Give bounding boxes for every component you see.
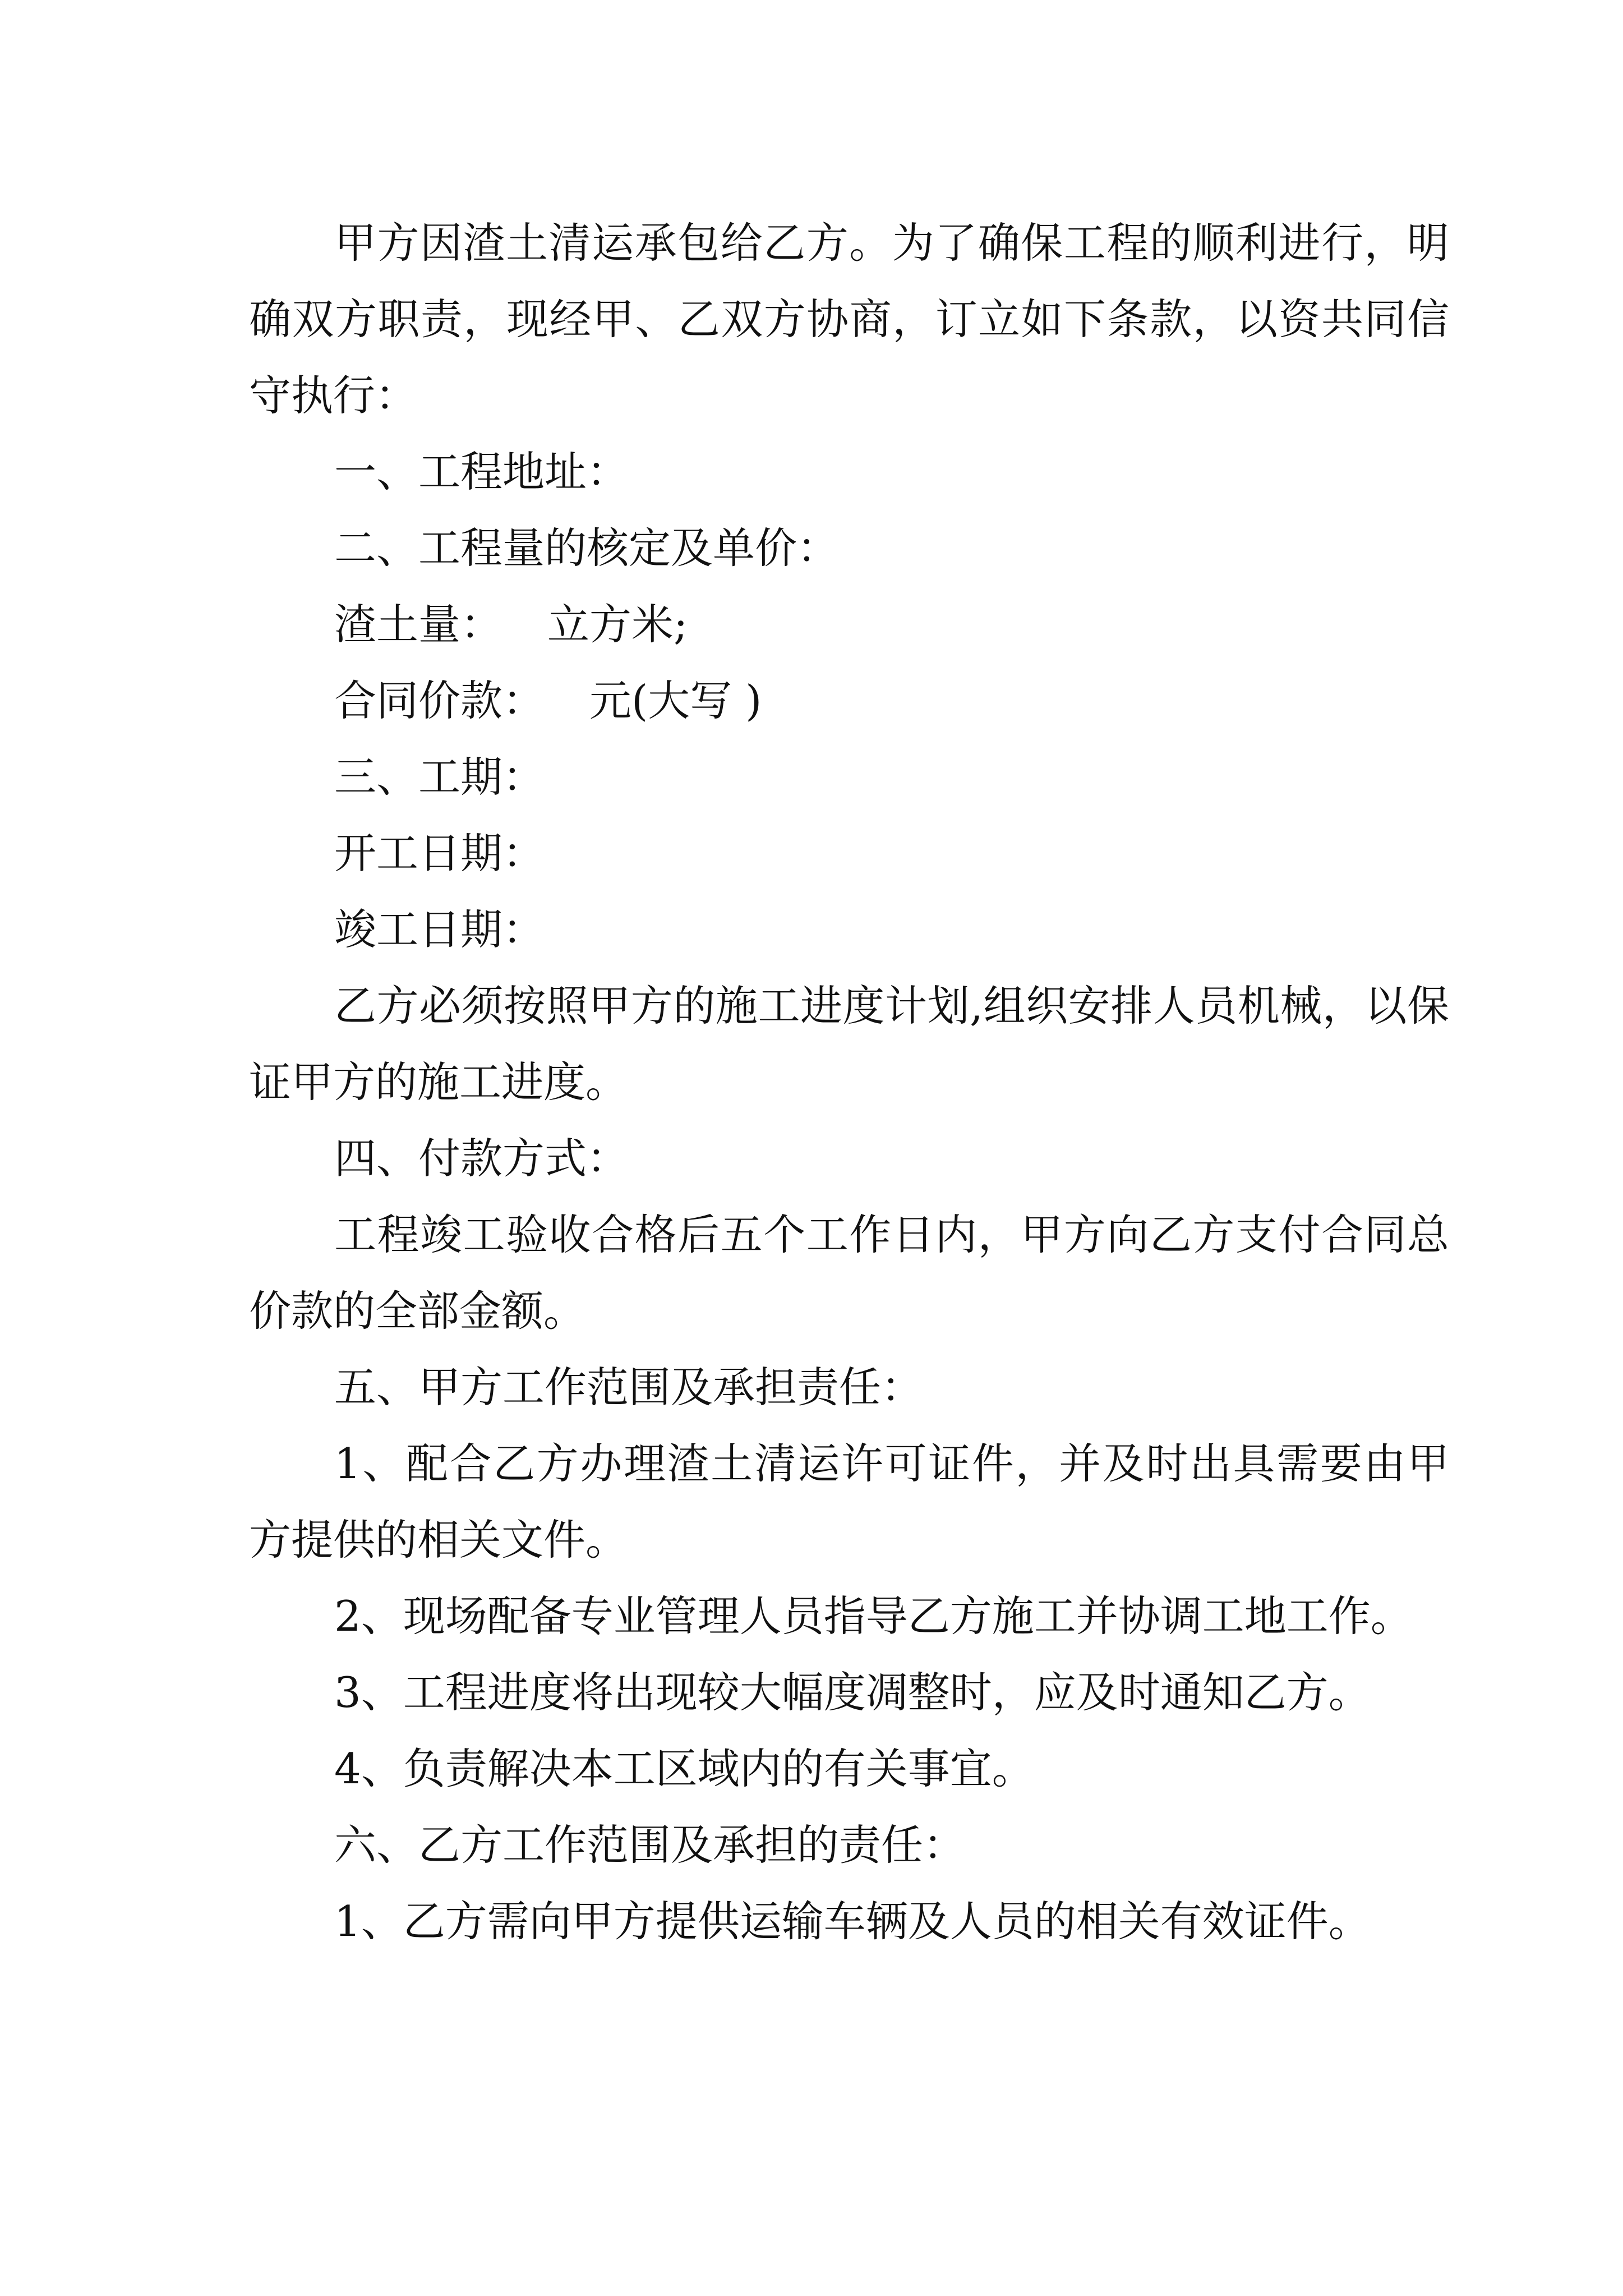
field-completion-date: 竣工日期： (334, 905, 545, 954)
field-contract-price (249, 662, 1449, 739)
heading-party-b: 六、乙方工作范围及承担的责任： (334, 1820, 966, 1870)
paragraph-payment: 工程竣工验收合格后五个工作日内，甲方向乙方支付合同总价款的全部金额。 (249, 1210, 1449, 1336)
paragraph-schedule: 乙方必须按照甲方的施工进度计划,组织安排人员机械，以保证甲方的施工进度。 (249, 981, 1449, 1107)
heading-project-address: 一、工程地址： (334, 447, 629, 496)
party-a-item-4: 4、负责解决本工区域内的有关事宜。 (334, 1744, 1034, 1793)
field-soil-volume (249, 586, 1449, 662)
heading-payment: 四、付款方式： (334, 1134, 629, 1183)
field-soil-volume-unit: 立方米; (547, 600, 688, 649)
field-contract-price-label: 合同价款： (334, 676, 545, 725)
party-a-item-1: 1、配合乙方办理渣土清运许可证件，并及时出具需要由甲方提供的相关文件。 (249, 1439, 1449, 1565)
party-a-item-3: 3、工程进度将出现较大幅度凋整时，应及时通知乙方。 (334, 1668, 1371, 1717)
field-soil-volume-label: 渣土量： (334, 600, 503, 649)
document-body (249, 205, 1449, 1959)
paragraph-intro: 甲方因渣土清运承包给乙方。为了确保工程的顺利进行，明确双方职责，现经甲、乙双方协商，订立如下条款，以资共同信守执行： (249, 218, 1449, 420)
party-a-item-2: 2、现场配备专业管理人员指导乙方施工并协调工地工作。 (334, 1591, 1413, 1641)
heading-duration: 三、工期： (334, 752, 545, 802)
field-contract-price-unit: 元(大写 ) (589, 676, 762, 725)
heading-quantity-price: 二、工程量的核定及单价： (334, 523, 840, 573)
party-b-item-1: 1、乙方需向甲方提供运输车辆及人员的相关有效证件。 (334, 1897, 1371, 1946)
field-start-date: 开工日期： (334, 829, 545, 878)
heading-party-a: 五、甲方工作范围及承担责任： (334, 1363, 924, 1412)
